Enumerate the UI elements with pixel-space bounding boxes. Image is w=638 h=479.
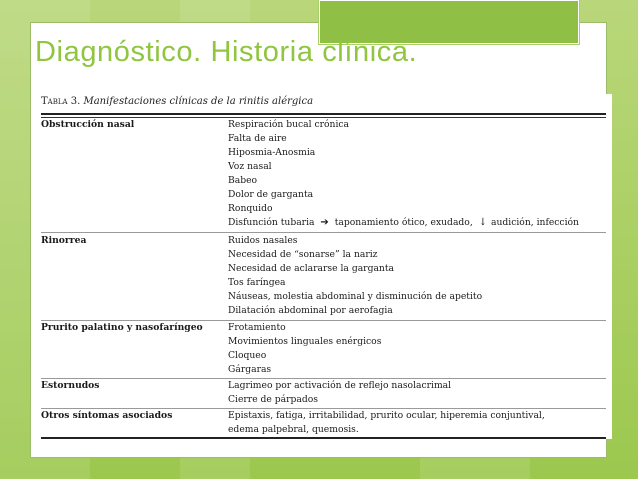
symptom-item: Ronquido bbox=[228, 203, 273, 214]
symptom-item: Respiración bucal crónica bbox=[228, 119, 350, 130]
arrow-right-icon: ➔ bbox=[320, 217, 329, 228]
symptom-item-complex bbox=[228, 217, 579, 228]
symptom-item: Gárgaras bbox=[228, 364, 272, 375]
arrow-down-icon: ↓ bbox=[478, 217, 488, 228]
group-divider bbox=[41, 232, 606, 233]
symptom-item: Necesidad de aclararse la garganta bbox=[228, 263, 395, 274]
symptom-item: Cloqueo bbox=[228, 350, 267, 361]
symptom-item: Náuseas, molestia abdominal y disminución de apetito bbox=[228, 291, 483, 302]
table-header-rule bbox=[41, 117, 606, 118]
symptom-item: Falta de aire bbox=[228, 133, 287, 144]
group-divider bbox=[41, 320, 606, 321]
slide-title: Diagnóstico. Historia clínica. bbox=[35, 36, 418, 68]
symptom-part: taponamiento ótico, exudado, bbox=[334, 217, 473, 228]
table-bottom-rule bbox=[41, 437, 606, 439]
symptom-item: Voz nasal bbox=[228, 161, 272, 172]
category-label: Obstrucción nasal bbox=[41, 119, 135, 130]
symptom-item: Frotamiento bbox=[228, 322, 286, 333]
symptom-item: Necesidad de “sonarse” la nariz bbox=[228, 249, 378, 260]
category-label: Otros síntomas asociados bbox=[41, 410, 173, 421]
group-divider bbox=[41, 378, 606, 379]
symptom-item: Dilatación abdominal por aerofagia bbox=[228, 305, 393, 316]
symptom-item: Cierre de párpados bbox=[228, 394, 319, 405]
caption-label: Tabla 3. bbox=[41, 96, 81, 107]
symptom-item: Hiposmia-Anosmia bbox=[228, 147, 316, 158]
table-top-rule bbox=[41, 113, 606, 115]
group-divider bbox=[41, 408, 606, 409]
symptom-item: Tos faríngea bbox=[228, 277, 286, 288]
symptom-item: Ruidos nasales bbox=[228, 235, 298, 246]
caption-text: Manifestaciones clínicas de la rinitis alérgica bbox=[83, 96, 314, 107]
table-caption bbox=[41, 96, 313, 107]
symptom-part: audición, infección bbox=[491, 217, 579, 228]
symptom-item: edema palpebral, quemosis. bbox=[228, 424, 359, 435]
symptom-item: Lagrimeo por activación de reflejo nasolacrimal bbox=[228, 380, 452, 391]
symptom-part: Disfunción tubaria bbox=[228, 217, 315, 228]
symptom-item: Epistaxis, fatiga, irritabilidad, prurito ocular, hiperemia conjuntival, bbox=[228, 410, 545, 421]
symptom-item: Babeo bbox=[228, 175, 258, 186]
category-label: Rinorrea bbox=[41, 235, 87, 246]
symptom-item: Movimientos linguales enérgicos bbox=[228, 336, 382, 347]
category-label: Estornudos bbox=[41, 380, 100, 391]
clinical-table bbox=[35, 94, 612, 439]
category-label: Prurito palatino y nasofaríngeo bbox=[41, 322, 203, 333]
symptom-item: Dolor de garganta bbox=[228, 189, 314, 200]
